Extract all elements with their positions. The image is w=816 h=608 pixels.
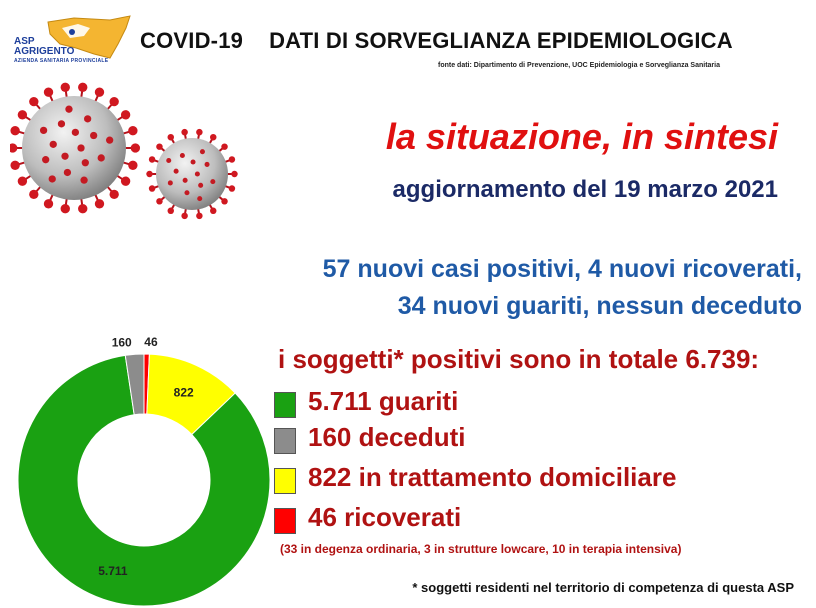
headline: la situazione, in sintesi <box>385 116 778 157</box>
donut-label-ricoverati: 46 <box>144 335 158 350</box>
legend-label: 160 deceduti <box>308 422 466 452</box>
legend-swatch <box>274 468 296 494</box>
coronavirus-illustration <box>10 82 246 230</box>
daily-news-line2: 34 nuovi guariti, nessun deceduto <box>397 292 802 320</box>
legend-label: 46 ricoverati <box>308 502 462 532</box>
donut-label-deceduti: 160 <box>111 335 132 350</box>
page-title <box>140 28 733 54</box>
legend-swatch <box>274 428 296 454</box>
logo-line2: AGRIGENTO <box>14 46 75 57</box>
total-positive: i soggetti* positivi sono in totale 6.739: <box>278 344 760 374</box>
legend-label: 5.711 guariti <box>308 386 459 416</box>
hospitalization-detail: (33 in degenza ordinaria, 3 in strutture lowcare, 10 in terapia intensiva) <box>280 542 682 556</box>
footnote: * soggetti residenti nel territorio di competenza di questa ASP <box>412 580 794 595</box>
daily-news-line1: 57 nuovi casi positivi, 4 nuovi ricoverati, <box>322 255 802 283</box>
legend-label: 822 in trattamento domiciliare <box>308 462 677 492</box>
logo-subtitle: AZIENDA SANITARIA PROVINCIALE <box>14 58 109 64</box>
data-source: fonte dati: Dipartimento di Prevenzione, UOC Epidemiologia e Sorveglianza Sanitaria <box>438 62 720 69</box>
virus-large-icon <box>10 83 140 214</box>
legend-swatch <box>274 392 296 418</box>
donut-label-guariti: 5.711 <box>98 563 128 578</box>
legend-swatch <box>274 508 296 534</box>
title-surveillance: DATI DI SORVEGLIANZA EPIDEMIOLOGICA <box>269 28 733 53</box>
logo-line1: ASP <box>14 36 35 47</box>
virus-small-icon <box>146 129 237 219</box>
asp-logo <box>14 14 132 76</box>
donut-chart <box>10 316 272 608</box>
title-covid: COVID-19 <box>140 28 244 53</box>
update-date: aggiornamento del 19 marzo 2021 <box>392 176 778 203</box>
donut-label-trattamento-domiciliare: 822 <box>173 385 194 400</box>
